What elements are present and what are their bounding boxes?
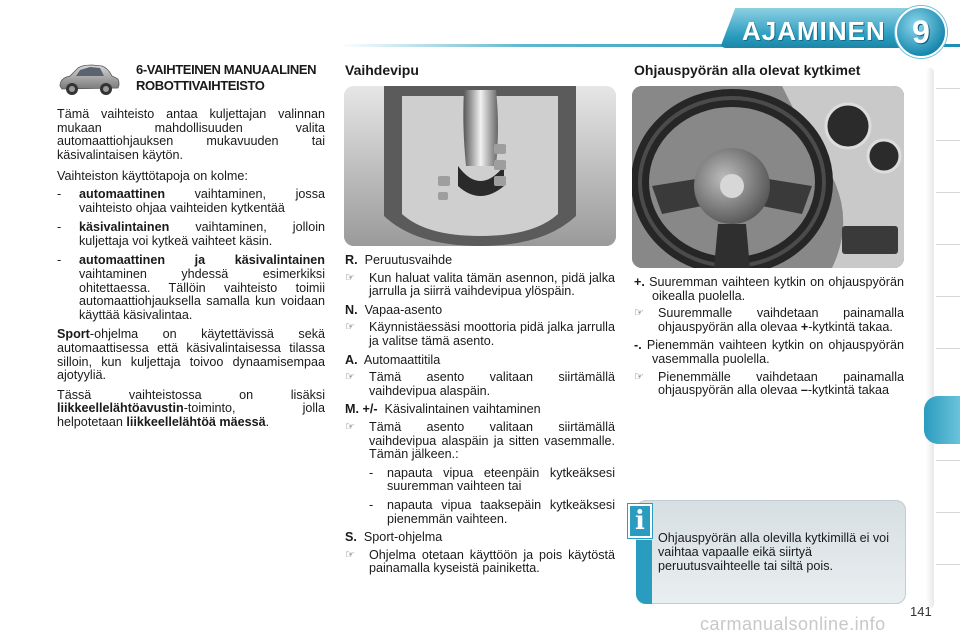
bullet-key: –	[800, 383, 808, 398]
sub-step-text: napauta vipua eteenpäin kytkeäksesi suuremman vaihteen tai	[387, 465, 615, 494]
hill-assist-paragraph	[57, 389, 325, 430]
modes-lead: Vaihteiston käyttötapoja on kolme:	[57, 169, 248, 184]
bullet-icon: ☞	[634, 370, 644, 383]
mode-term: automaattinen	[79, 186, 166, 201]
position-key: N.	[345, 302, 358, 317]
hill-term: liikkeellelähtöavustin	[57, 401, 184, 416]
minus-paddle	[634, 339, 904, 366]
page-header	[0, 0, 960, 60]
section-heading-gear-lever: Vaihdevipu	[345, 62, 419, 78]
sub-step-text: napauta vipua taaksepäin kytkeäksesi pienemmän vaihteen.	[387, 497, 615, 526]
page-number: 141	[910, 604, 932, 619]
bullet-text: Kun haluat valita tämän asennon, pidä jalka jarrulla ja siirrä vaihdevipua ylöspäin.	[369, 270, 615, 299]
info-strip	[636, 540, 652, 604]
bullet-text: Suuremmalle vaihdetaan painamalla ohjauspyörän alla olevaa	[658, 306, 904, 334]
sport-paragraph	[57, 328, 325, 382]
section-heading-gearbox	[136, 62, 336, 94]
side-tab[interactable]	[936, 512, 960, 556]
bullet-icon: ☞	[345, 271, 355, 284]
side-tab[interactable]	[936, 296, 960, 340]
sport-text: -ohjelma on käytettävissä sekä automaattisessa että käsivalintaisessa tilassa silloin, kun kuljettaja toivoo dynaamisempaa ajotyyliä.	[57, 327, 325, 383]
side-tab[interactable]	[936, 140, 960, 184]
position-title: Sport-ohjelma	[363, 530, 443, 545]
intro-paragraph: Tämä vaihteisto antaa kuljettajan valinnan mukaan mahdollisuuden valita automaattiohjauksen mukavuuden tai käsivalintaisen käytön.	[57, 107, 325, 162]
paddle-bullet	[634, 307, 904, 334]
position-key: M. +/-	[345, 402, 378, 417]
side-tab[interactable]	[936, 192, 960, 236]
position-key: A.	[345, 352, 358, 367]
bullet-text: Pienemmälle vaihdetaan painamalla ohjauspyörän alla olevaa	[658, 369, 904, 398]
position-bullet	[345, 421, 615, 462]
watermark: carmanualsonline.info	[700, 614, 886, 634]
side-tab-active[interactable]	[924, 396, 960, 444]
bullet-icon: ☞	[345, 420, 355, 433]
mode-item: - automaattinen vaihtaminen, jossa vaihteisto ohjaa vaihteiden kytkentää	[57, 186, 325, 215]
position-item	[345, 531, 615, 545]
chapter-title: AJAMINEN	[742, 16, 886, 46]
position-bullet	[345, 371, 615, 398]
bullet-icon: ☞	[345, 548, 355, 561]
side-rail	[926, 68, 934, 608]
paddle-text: Pienemmän vaihteen kytkin on ohjauspyörän vasemmalla puolella.	[641, 338, 904, 366]
bullet-text: -kytkintä takaa.	[808, 319, 893, 334]
hill-term: liikkeellelähtöä mäessä	[126, 414, 266, 429]
gearbox-description	[57, 108, 325, 437]
paddle-text: Suuremman vaihteen kytkin on ohjauspyörän oikealla puolella.	[644, 275, 904, 303]
position-item	[345, 304, 615, 318]
side-tab[interactable]	[936, 88, 960, 132]
position-item	[345, 254, 615, 268]
section-heading-paddles: Ohjauspyörän alla olevat kytkimet	[634, 62, 861, 78]
position-bullet	[345, 549, 615, 576]
bullet-text: Käynnistäessäsi moottoria pidä jalka jarrulla ja valitse tämä asento.	[369, 320, 615, 348]
info-text: Ohjauspyörän alla olevilla kytkimillä ei voi vaihtaa vapaalle eikä siirtyä peruutusvaihteelle tai siltä pois.	[658, 531, 889, 573]
mode-item: - automaattinen ja käsivalintainen vaihtaminen yhdessä esimerkiksi ohitettaessa. Tällöin vaihteisto toimii automaattiohjauksella samalla kun voidaan käyttää käsivalintaa.	[57, 253, 325, 322]
mode-term: käsivalintainen	[79, 220, 170, 235]
position-item	[345, 403, 615, 417]
heading-line: 6-VAIHTEINEN MANUAALINEN	[136, 62, 317, 77]
position-key: R.	[345, 253, 358, 267]
mode-term: automaattinen ja käsivalintainen	[79, 253, 325, 268]
gear-lever-positions	[345, 254, 615, 581]
chapter-number: 9	[912, 13, 930, 50]
steering-wheel-photo	[632, 86, 904, 268]
paddle-bullet	[634, 371, 904, 398]
steering-wheel-illustration	[632, 86, 904, 268]
side-tab[interactable]	[936, 348, 960, 392]
bullet-icon: ☞	[345, 321, 355, 334]
bullet-key: +	[800, 319, 809, 334]
sub-step: - napauta vipua eteenpäin kytkeäksesi suuremman vaihteen tai	[369, 465, 615, 494]
gear-lever-photo	[344, 86, 616, 246]
paddle-descriptions	[634, 276, 904, 403]
position-item	[345, 354, 615, 368]
side-tab[interactable]	[936, 564, 960, 608]
position-key: S.	[345, 530, 357, 545]
paddle-key: +.	[634, 275, 645, 289]
position-title: Peruutusvaihde	[364, 253, 453, 267]
gear-lever-illustration	[344, 86, 616, 246]
sport-term: Sport	[57, 327, 90, 342]
position-title: Käsivalintainen vaihtaminen	[384, 402, 541, 417]
side-tab[interactable]	[936, 244, 960, 288]
chapter-side-tabs	[924, 68, 960, 608]
bullet-text: -kytkintä takaa	[807, 383, 890, 398]
mode-item: - käsivalintainen vaihtaminen, jolloin kuljettaja voi kytkeä vaihteet käsin.	[57, 220, 325, 248]
heading-line: ROBOTTIVAIHTEISTO	[136, 78, 265, 93]
chapter-number-badge	[895, 6, 947, 58]
info-icon: i	[628, 504, 652, 538]
mode-text: vaihtaminen, jossa vaihteisto ohjaa vaihteiden kytkentää	[79, 186, 325, 215]
sub-step: - napauta vipua taaksepäin kytkeäksesi pienemmän vaihteen.	[369, 497, 615, 526]
car-icon	[56, 62, 122, 98]
hill-text: Tässä vaihteistossa on lisäksi	[57, 387, 325, 402]
hill-text: .	[265, 414, 270, 429]
plus-paddle	[634, 276, 904, 303]
paddle-key: -.	[634, 338, 642, 353]
side-tab[interactable]	[936, 460, 960, 504]
hill-text: -toiminto, jolla helpotetaan	[57, 401, 325, 429]
bullet-text: Tämä asento valitaan siirtämällä vaihdevipua alaspäin ja sitten vasemmalle. Tämän jälkeen.:	[369, 419, 615, 462]
position-title: Automaattitila	[363, 352, 441, 367]
bullet-icon: ☞	[345, 371, 355, 384]
position-bullet	[345, 321, 615, 348]
bullet-text: Ohjelma otetaan käyttöön ja pois käytöstä painamalla kyseistä painiketta.	[369, 547, 615, 576]
bullet-icon: ☞	[634, 307, 644, 320]
position-bullet	[345, 272, 615, 299]
bullet-text: Tämä asento valitaan siirtämällä vaihdevipua alaspäin.	[369, 370, 615, 398]
position-title: Vapaa-asento	[364, 302, 443, 317]
mode-text: vaihtaminen yhdessä esimerkiksi ohitettaessa. Tällöin vaihteisto toimii automaattiohjauksella samalla kun voidaan käyttää käsivalintaa.	[79, 266, 325, 322]
mode-text: vaihtaminen, jolloin kuljettaja voi kytkeä vaihteet käsin.	[79, 220, 325, 248]
